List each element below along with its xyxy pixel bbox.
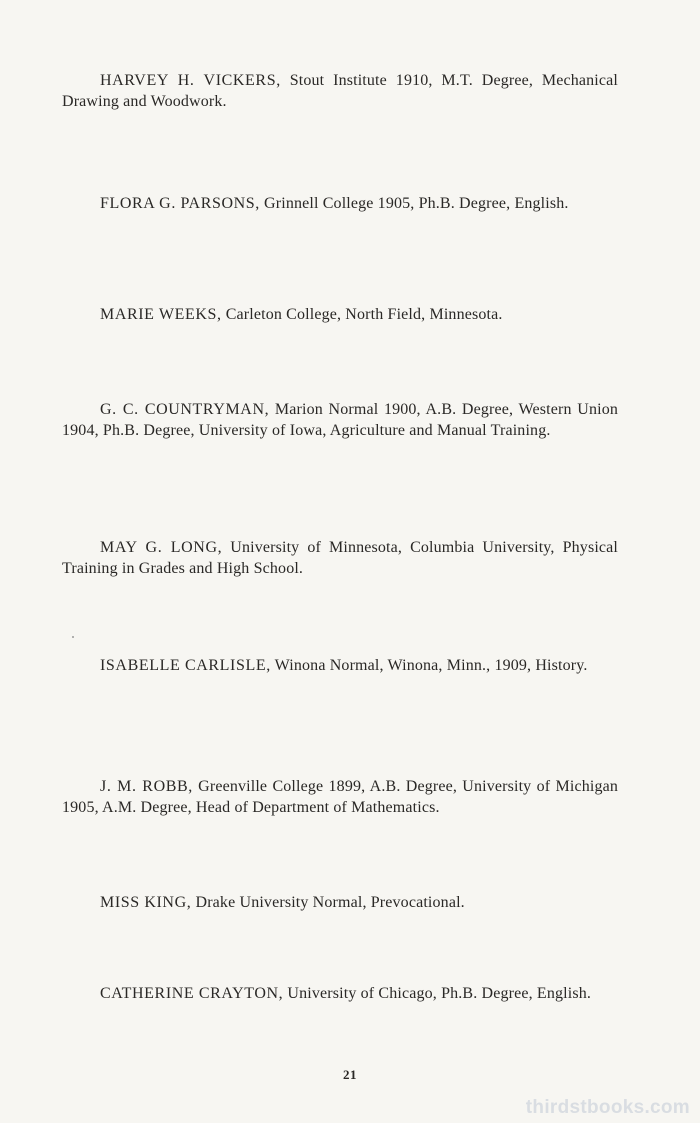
faculty-entry: [62, 655, 618, 676]
faculty-name: HARVEY H. VICKERS,: [100, 72, 281, 89]
faculty-details: Stout Institute 1910, M.T. Degree, Mechanical Drawing and Woodwork.: [62, 72, 618, 110]
faculty-name: ISABELLE CARLISLE,: [100, 657, 271, 674]
page-number: 21: [343, 1067, 357, 1082]
print-speck: [72, 636, 74, 638]
faculty-name: MISS KING,: [100, 894, 192, 911]
faculty-details: University of Chicago, Ph.B. Degree, English.: [287, 985, 592, 1002]
faculty-details: Grinnell College 1905, Ph.B. Degree, English.: [264, 195, 569, 212]
faculty-name: G. C. COUNTRYMAN,: [100, 401, 270, 418]
faculty-entry: [62, 193, 618, 214]
faculty-name: CATHERINE CRAYTON,: [100, 985, 284, 1002]
faculty-details: Marion Normal 1900, A.B. Degree, Western Union 1904, Ph.B. Degree, University of Iowa, Agriculture and Manual Training.: [62, 401, 618, 439]
faculty-details: Drake University Normal, Prevocational.: [195, 894, 465, 911]
faculty-entry: [62, 776, 618, 818]
faculty-details: Carleton College, North Field, Minnesota.: [225, 306, 503, 323]
faculty-details: Greenville College 1899, A.B. Degree, University of Michigan 1905, A.M. Degree, Head of Department of Mathematics.: [62, 778, 619, 816]
faculty-entry: [62, 399, 618, 441]
faculty-name: MARIE WEEKS,: [100, 306, 222, 323]
faculty-entry: [62, 537, 618, 579]
faculty-name: J. M. ROBB,: [100, 778, 193, 795]
faculty-details: Winona Normal, Winona, Minn., 1909, History.: [274, 657, 588, 674]
watermark: thirdstbooks.com: [525, 1097, 690, 1118]
faculty-name: FLORA G. PARSONS,: [100, 195, 260, 212]
faculty-entry: [62, 304, 618, 325]
faculty-entry: [62, 892, 618, 913]
faculty-name: MAY G. LONG,: [100, 539, 223, 556]
faculty-details: University of Minnesota, Columbia University, Physical Training in Grades and High School.: [62, 539, 619, 577]
faculty-entry: [62, 983, 618, 1004]
faculty-entry: [62, 70, 618, 112]
